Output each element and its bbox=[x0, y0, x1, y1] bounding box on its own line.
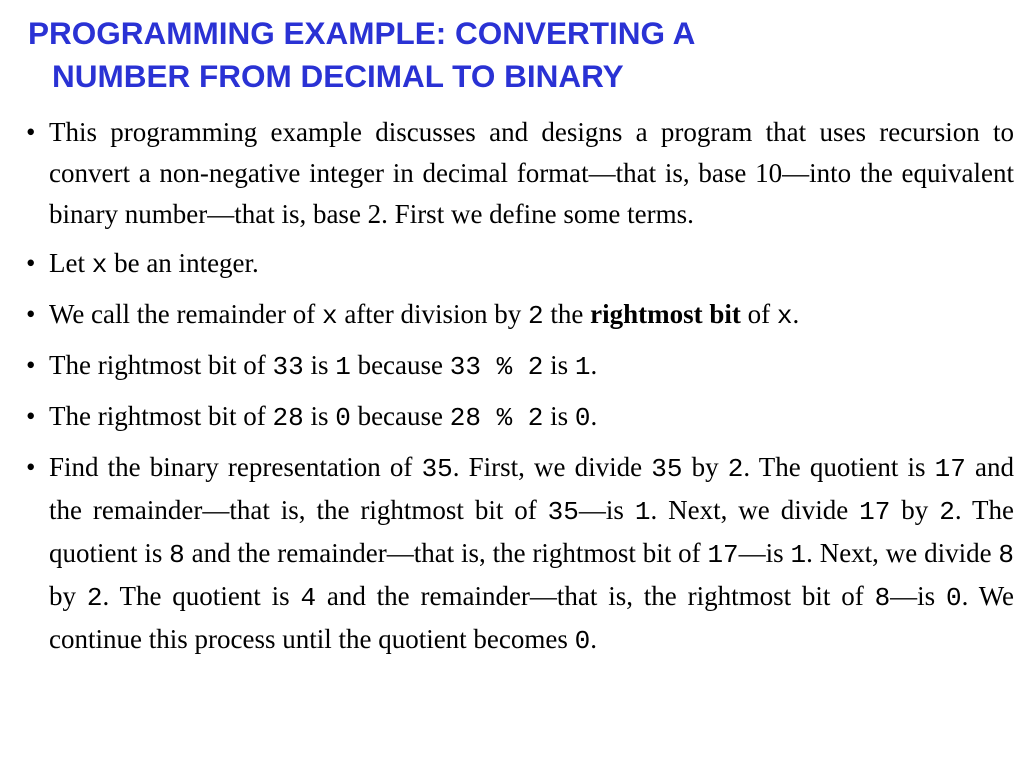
title-line-1: PROGRAMMING EXAMPLE: CONVERTING A bbox=[28, 15, 696, 51]
text-run: because bbox=[350, 401, 450, 431]
text-run: the bbox=[543, 299, 591, 329]
text-run: and the remainder—that is, the rightmost bit of bbox=[316, 581, 875, 611]
text-run: by bbox=[49, 581, 87, 611]
text-run: . Next, we divide bbox=[806, 538, 999, 568]
text-run: . bbox=[792, 299, 800, 329]
bold-term: rightmost bit bbox=[590, 299, 741, 329]
text-run: because bbox=[350, 350, 450, 380]
code-run: 0 bbox=[574, 403, 591, 433]
text-run: The rightmost bit of bbox=[49, 401, 273, 431]
bullet-icon: • bbox=[26, 117, 36, 147]
code-run: 0 bbox=[335, 403, 351, 433]
text-run: —is bbox=[738, 538, 791, 568]
code-run: 35 bbox=[421, 454, 453, 484]
slide-title bbox=[28, 12, 1008, 98]
code-run: 8 bbox=[169, 540, 185, 570]
bullet-list bbox=[26, 112, 1014, 670]
text-run: . First, we divide bbox=[452, 452, 652, 482]
text-run: . The quotient is bbox=[49, 495, 1015, 568]
text-run: Find the binary representation of bbox=[49, 452, 422, 482]
text-run: —is bbox=[890, 581, 946, 611]
code-run: 0 bbox=[574, 626, 591, 656]
code-run: 8 bbox=[874, 583, 891, 613]
code-run: x bbox=[91, 250, 108, 280]
text-run: . The quotient is bbox=[102, 581, 301, 611]
code-run: x bbox=[776, 301, 793, 331]
code-run: 33 bbox=[272, 352, 304, 382]
text-run: We call the remainder of bbox=[49, 299, 322, 329]
bullet-icon: • bbox=[26, 299, 36, 329]
bullet-text: This programming example discusses and designs a program that uses recursion to convert a non-negative integer in decimal format—that is, base 10—into the equivalent binary number—that is, base 2. First we define some terms. bbox=[49, 117, 1014, 229]
bullet-icon: • bbox=[26, 248, 36, 278]
code-run: 1 bbox=[634, 497, 651, 527]
code-run: 2 bbox=[86, 583, 103, 613]
text-run: is bbox=[543, 350, 575, 380]
bullet-item-binary-35 bbox=[26, 447, 1014, 662]
text-run: . bbox=[590, 624, 598, 654]
text-run: —is bbox=[578, 495, 635, 525]
bullet-item-rightmost-bit-def bbox=[26, 294, 1014, 337]
bullet-item-let-x bbox=[26, 243, 1014, 286]
code-run: 4 bbox=[300, 583, 317, 613]
code-run: 1 bbox=[574, 352, 591, 382]
text-run: . bbox=[590, 350, 598, 380]
code-run: 17 bbox=[934, 454, 966, 484]
text-run: after division by bbox=[337, 299, 529, 329]
text-run: is bbox=[543, 401, 575, 431]
bullet-item-intro bbox=[26, 112, 1014, 235]
text-run: The rightmost bit of bbox=[49, 350, 273, 380]
code-run: 17 bbox=[707, 540, 739, 570]
text-run: . Next, we divide bbox=[650, 495, 860, 525]
bullet-icon: • bbox=[26, 452, 36, 482]
text-run: by bbox=[890, 495, 940, 525]
code-run: 2 bbox=[939, 497, 955, 527]
text-run: is bbox=[303, 401, 336, 431]
bullet-icon: • bbox=[26, 401, 36, 431]
code-run: x bbox=[321, 301, 338, 331]
code-run: 35 bbox=[651, 454, 683, 484]
code-run: 35 bbox=[547, 497, 579, 527]
text-run: . We continue this process until the quotient becomes bbox=[49, 581, 1014, 654]
bullet-item-example-28 bbox=[26, 396, 1014, 439]
code-run: 1 bbox=[790, 540, 807, 570]
title-line-2: NUMBER FROM DECIMAL TO BINARY bbox=[52, 58, 624, 94]
text-run: . The quotient is bbox=[743, 452, 935, 482]
code-run: 0 bbox=[946, 583, 962, 613]
code-run: 1 bbox=[335, 352, 351, 382]
code-run: 2 bbox=[727, 454, 744, 484]
code-run: 8 bbox=[998, 540, 1015, 570]
bullet-icon: • bbox=[26, 350, 36, 380]
text-run: and the remainder—that is, the rightmost bit of bbox=[49, 452, 1014, 525]
text-run: and the remainder—that is, the rightmost bit of bbox=[184, 538, 708, 568]
text-run: be an integer. bbox=[107, 248, 259, 278]
bullet-item-example-33 bbox=[26, 345, 1014, 388]
code-run: 2 bbox=[528, 301, 544, 331]
text-run: Let bbox=[49, 248, 92, 278]
text-run: . bbox=[590, 401, 598, 431]
text-run: is bbox=[303, 350, 336, 380]
text-run: by bbox=[682, 452, 728, 482]
code-run: 17 bbox=[859, 497, 891, 527]
code-run: 28 % 2 bbox=[449, 403, 544, 433]
code-run: 33 % 2 bbox=[449, 352, 544, 382]
code-run: 28 bbox=[272, 403, 304, 433]
text-run: of bbox=[740, 299, 777, 329]
